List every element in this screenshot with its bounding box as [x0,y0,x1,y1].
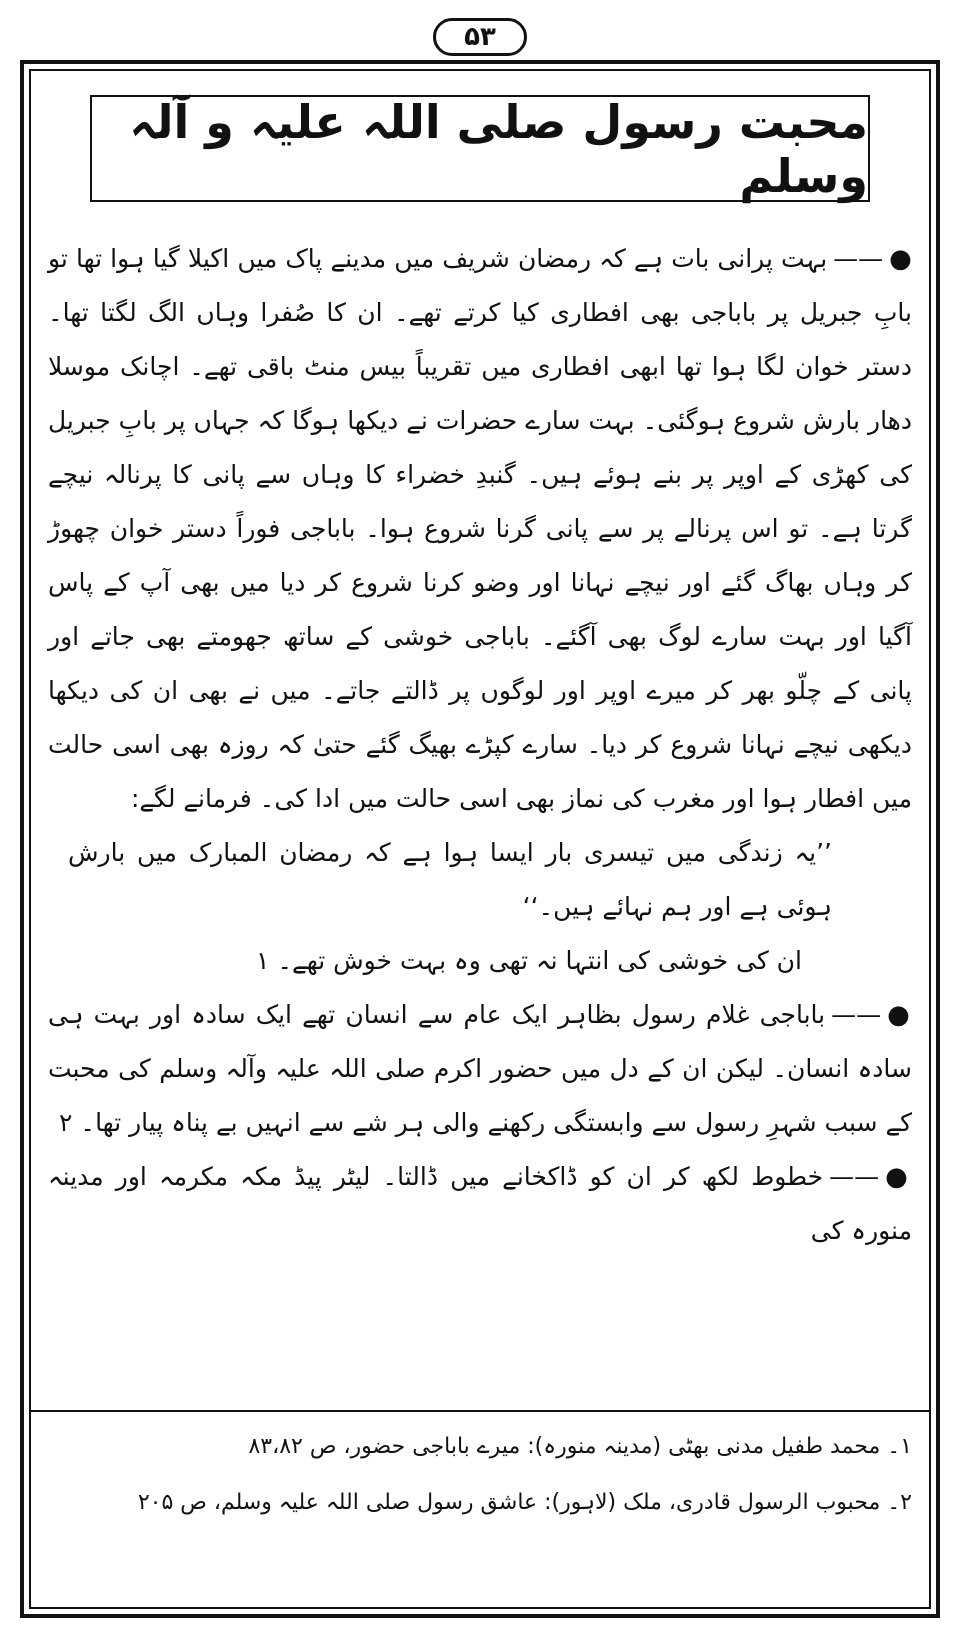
page-number: ۵۳ [433,18,527,56]
dash: —— [829,1162,880,1191]
footnotes [48,1428,912,1540]
paragraph-rain-story [48,232,912,826]
bullet-icon: ● [887,1000,913,1030]
paragraph-text: باباجی غلام رسول بظاہر ایک عام سے انسان تھے ایک سادہ اور بہت ہی سادہ انسان۔ لیکن ان کے دل میں حضور اکرم صلی اللہ علیہ وآلہ وسلم کی محبت کے سبب شہرِ رسول سے وابستگی رکھنے والی ہر شے سے انہیں بے پناہ پیار تھا۔ ۲ [48,1000,912,1137]
bullet-icon: ● [889,244,913,274]
page-title: محبت رسول صلی اللہ علیہ و آلہ وسلم [129,94,868,203]
quote-block: ’’یہ زندگی میں تیسری بار ایسا ہوا ہے کہ رمضان المبارک میں بارش ہوئی ہے اور ہم نہائے ہیں۔‘‘ [68,838,832,921]
bullet-icon: ● [885,1162,912,1192]
footnote-divider [29,1410,931,1412]
dash: —— [831,1000,882,1029]
body-text [48,232,912,1258]
paragraph-ghulam-rasool [48,988,912,1150]
footnote-1: ۱۔ محمد طفیل مدنی بھٹی (مدینہ منورہ): میرے باباجی حضور، ص ۸۳،۸۲ [248,1434,912,1459]
paragraph-text: خطوط لکھ کر ان کو ڈاکخانے میں ڈالتا۔ لیٹر پیڈ مکہ مکرمہ اور مدینہ منورہ کی [48,1162,912,1245]
title-box [90,95,870,202]
paragraph-letters [48,1150,912,1258]
footnote-2: ۲۔ محبوب الرسول قادری، ملک (لاہور): عاشق رسول صلی اللہ علیہ وسلم، ص ۲۰۵ [137,1490,912,1515]
closing-note: ان کی خوشی کی انتہا نہ تھی وہ بہت خوش تھے۔ ۱ [256,946,802,975]
paragraph-text: بہت پرانی بات ہے کہ رمضان شریف میں مدینے پاک میں اکیلا گیا ہوا تھا تو بابِ جبریل پر باباجی بھی افطاری کیا کرتے تھے۔ ان کا صُفرا وہاں الگ لگتا تھا۔ دستر خوان لگا ہوا تھا ابھی افطاری میں تقریباً بیس منٹ باقی تھے۔ اچانک موسلا دھار بارش شروع ہوگئی۔ بہت سارے حضرات نے دیکھا ہوگا کہ جہاں پر بابِ جبریل کی کھڑی کے اوپر پر بنے ہوئے ہیں۔ گنبدِ خضراء کا وہاں سے پانی کا پرنالہ نیچے گرتا ہے۔ تو اس پرنالے پر سے پانی گرنا شروع ہوا۔ باباجی فوراً دستر خوان چھوڑ کر وہاں بھاگ گئے اور نیچے نہانا اور وضو کرنا شروع کر دیا میں بھی آپ کے پاس آگیا اور بہت سارے لوگ بھی آگئے۔ باباجی خوشی کے ساتھ جھومتے بھی جاتے اور پانی کے چلّو بھر کر میرے اوپر اور لوگوں پر ڈالتے جاتے۔ میں نے بھی ان کی دیکھا دیکھی نیچے نہانا شروع کر دیا۔ سارے کپڑے بھیگ گئے حتیٰ کہ روزہ بھی اسی حالت میں افطار ہوا اور مغرب کی نماز بھی اسی حالت میں ادا کی۔ فرمانے لگے: [48,244,912,813]
dash: —— [833,244,884,273]
